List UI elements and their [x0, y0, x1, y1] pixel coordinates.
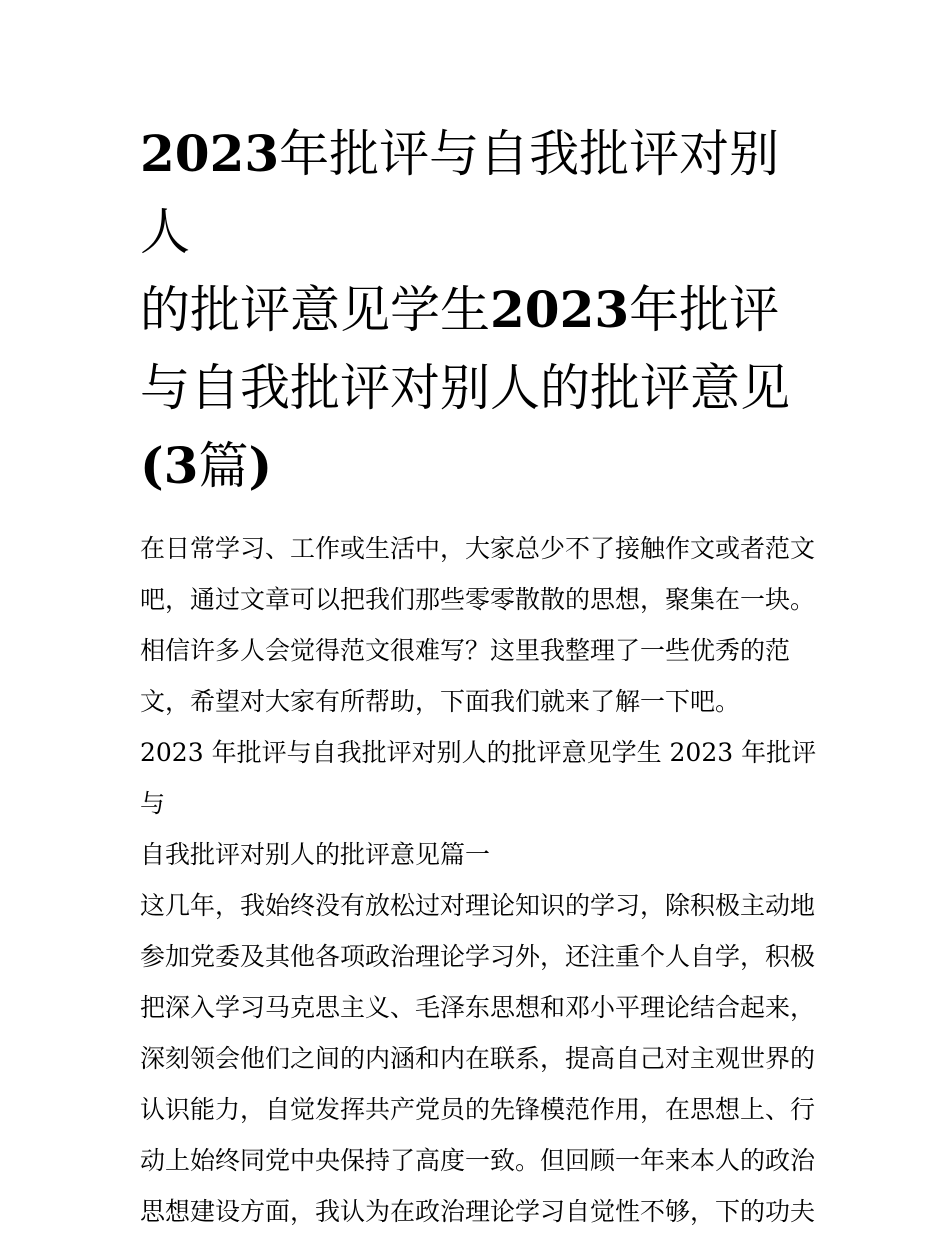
- title-year: 2023: [490, 280, 630, 339]
- text-line: 思想建设方面，我认为在政治理论学习自觉性不够，下的功夫: [140, 1197, 816, 1226]
- text-line: 深刻领会他们之间的内涵和内在联系，提高自己对主观世界的: [140, 1044, 816, 1073]
- text-line: 这几年，我始终没有放松过对理论知识的学习，除积极主动地: [140, 891, 816, 920]
- title-text: 年批评: [629, 281, 780, 339]
- text-line: 把深入学习马克思主义、毛泽东思想和邓小平理论结合起来，: [140, 993, 816, 1022]
- text-line: 文，希望对大家有所帮助，下面我们就来了解一下吧。: [140, 687, 741, 716]
- title-count: (3: [140, 436, 199, 495]
- text-line: 2023 年批评与自我批评对别人的批评意见学生 2023 年批评与: [140, 738, 817, 818]
- title-text: 的批评意见学生: [140, 281, 490, 339]
- text-line: 动上始终同党中央保持了高度一致。但回顾一年来本人的政治: [140, 1146, 816, 1175]
- text-line: 认识能力，自觉发挥共产党员的先锋模范作用，在思想上、行: [140, 1095, 816, 1124]
- title-line-4: [140, 427, 820, 505]
- title-line-1: [140, 115, 820, 271]
- title-text: 年批评与自我批评对别人: [140, 125, 780, 261]
- title-year: 2023: [140, 124, 280, 183]
- text-line: 相信许多人会觉得范文很难写？这里我整理了一些优秀的范: [140, 636, 791, 665]
- document-title: [140, 115, 820, 505]
- text-line: 吧，通过文章可以把我们那些零零散散的思想，聚集在一块。: [140, 585, 816, 614]
- title-paren: ): [248, 436, 273, 495]
- title-line-3: [140, 349, 820, 427]
- title-line-2: [140, 271, 820, 349]
- document-content: [140, 115, 820, 1237]
- text-line: 参加党委及其他各项政治理论学习外，还注重个人自学，积极: [140, 942, 816, 971]
- text-line: 自我批评对别人的批评意见篇一: [140, 840, 491, 869]
- title-text: 篇: [198, 437, 249, 495]
- title-text: 与自我批评对别人的批评意见: [140, 359, 790, 417]
- section-heading: [140, 727, 820, 880]
- intro-paragraph: [140, 523, 820, 727]
- text-line: 在日常学习、工作或生活中，大家总少不了接触作文或者范文: [140, 534, 816, 563]
- body-paragraph: [140, 880, 820, 1237]
